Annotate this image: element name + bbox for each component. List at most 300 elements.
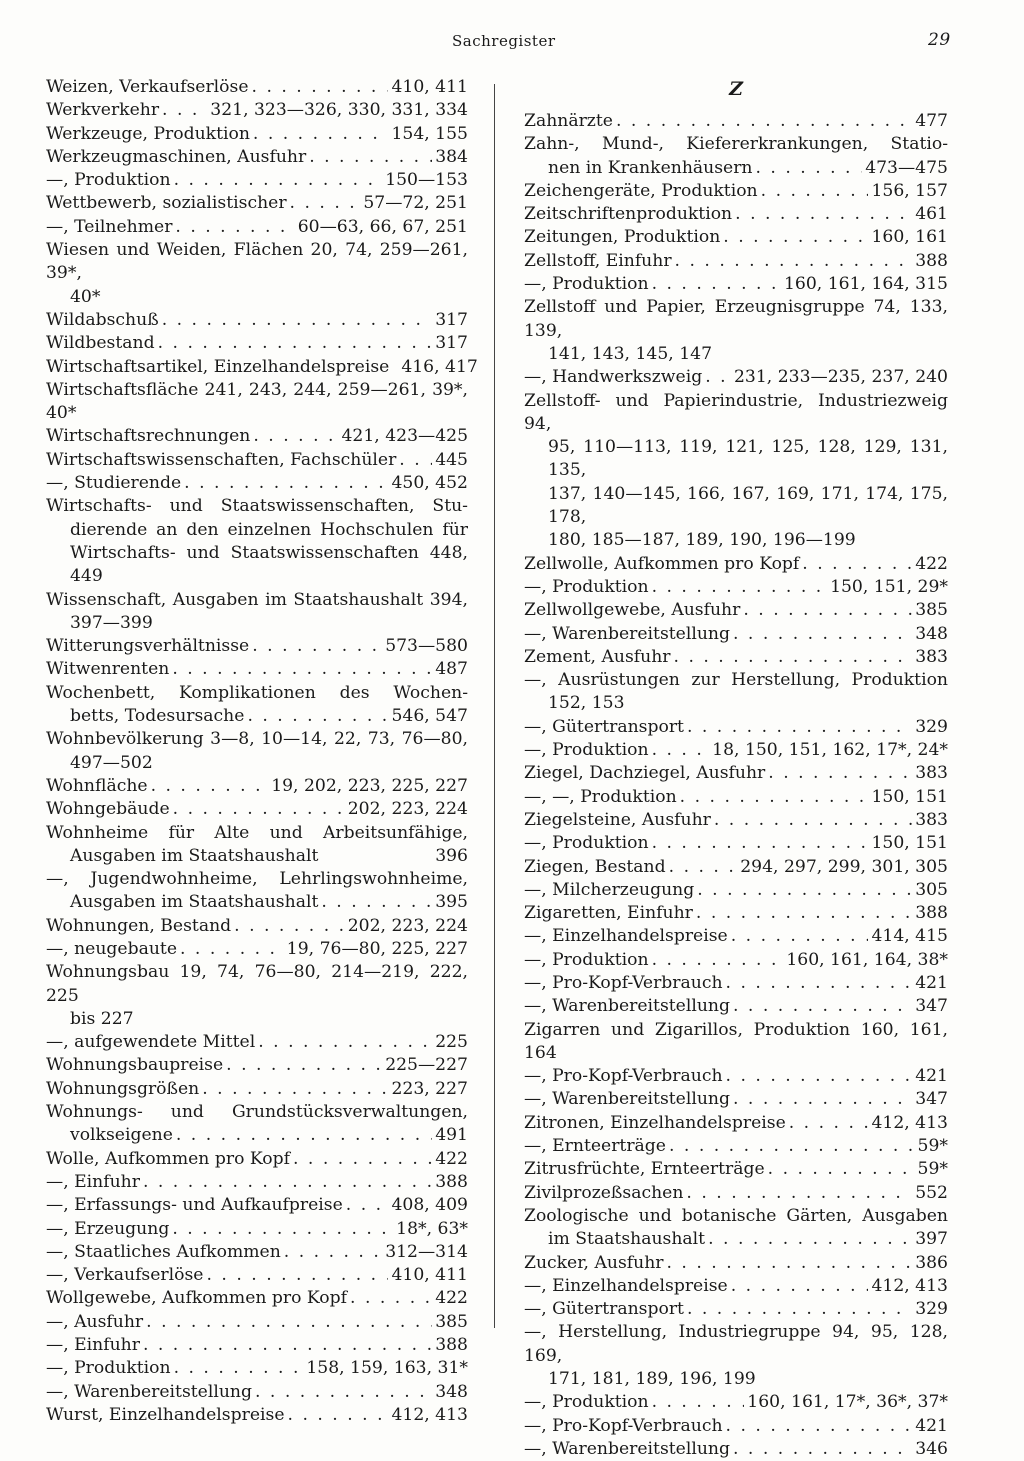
entry-term: —, Studierende	[46, 473, 182, 494]
entry-pages: 408, 409	[391, 1195, 468, 1216]
entry-term: Werkverkehr	[46, 100, 160, 121]
entry-pages: 385	[435, 1311, 468, 1332]
entry-line: Zoologische und botanische Gärten, Ausgaben	[524, 1205, 948, 1226]
index-entry	[524, 1415, 948, 1438]
index-entry	[524, 576, 948, 599]
index-entry	[524, 1298, 948, 1321]
entry-term: —, Produktion	[46, 1358, 171, 1379]
index-entry	[46, 1148, 468, 1171]
index-entry	[46, 728, 468, 775]
index-entry	[524, 273, 948, 296]
index-entry	[524, 296, 948, 366]
entry-line: Wohnungsbau 19, 74, 76—80, 214—219, 222, 225	[46, 962, 468, 1006]
entry-term: —, Teilnehmer	[46, 216, 173, 237]
dot-leader	[743, 599, 912, 622]
entry-pages: 321, 323—326, 330, 331, 334	[210, 100, 468, 121]
index-entry	[524, 366, 948, 389]
index-entry	[46, 1334, 468, 1357]
dot-leader	[731, 1275, 869, 1298]
entry-term: Werkzeugmaschinen, Ausfuhr	[46, 146, 307, 167]
dot-leader	[162, 99, 207, 122]
entry-term: —, Pro-Kopf-Verbrauch	[524, 1066, 723, 1087]
index-entry	[524, 1391, 948, 1414]
dot-leader	[206, 1264, 388, 1287]
entry-pages: 347	[915, 996, 948, 1017]
entry-pages: 422	[915, 553, 948, 574]
entry-term: Ziegel, Dachziegel, Ausfuhr	[524, 763, 766, 784]
dot-leader	[735, 203, 912, 226]
index-entry	[524, 1205, 948, 1252]
index-entry	[524, 1438, 948, 1461]
index-entry	[524, 902, 948, 925]
entry-term: —, Gütertransport	[524, 1299, 684, 1320]
index-entry	[524, 250, 948, 273]
index-entry	[46, 356, 478, 379]
index-entry	[524, 972, 948, 995]
dot-leader	[652, 273, 781, 296]
index-entry	[46, 449, 468, 472]
entry-line: 137, 140—145, 166, 167, 169, 171, 174, 175, 178,	[548, 483, 948, 528]
index-entry	[524, 646, 948, 669]
entry-term: Zeichengeräte, Produktion	[524, 180, 758, 201]
entry-pages: 347	[915, 1089, 948, 1110]
entry-term: —, Warenbereitstellung	[524, 1438, 730, 1459]
dot-leader	[158, 332, 433, 355]
entry-pages: 160, 161, 164, 315	[783, 274, 948, 295]
entry-term: —, Einzelhandelspreise	[524, 926, 728, 947]
index-entry	[524, 553, 948, 576]
index-entry	[46, 775, 468, 798]
entry-pages: 346	[915, 1438, 948, 1459]
entry-term: Wohnfläche	[46, 775, 148, 796]
entry-term: Wohnungsbaupreise	[46, 1055, 224, 1076]
dot-leader	[399, 449, 432, 472]
entry-pages: 150—153	[385, 170, 468, 191]
dot-leader	[687, 1298, 912, 1321]
index-entry	[46, 76, 468, 99]
dot-leader	[705, 366, 731, 389]
dot-leader	[733, 995, 912, 1018]
entry-term: Zeitungen, Produktion	[524, 227, 721, 248]
dot-leader	[247, 705, 388, 728]
entry-line	[524, 1228, 948, 1251]
index-entry	[46, 1031, 468, 1054]
dot-leader	[253, 123, 389, 146]
entry-line: Zahn-, Mund-, Kiefererkrankungen, Statio-	[524, 134, 948, 155]
index-entry	[524, 1275, 948, 1298]
index-entry	[524, 995, 948, 1018]
dot-leader	[789, 1112, 869, 1135]
entry-pages: 305	[915, 879, 948, 900]
dot-leader	[802, 553, 912, 576]
entry-pages: 388	[435, 1171, 468, 1192]
entry-line: Wissenschaft, Ausgaben im Staatshaushalt 394,	[46, 589, 468, 610]
entry-pages: 416, 417	[401, 356, 478, 377]
entry-term: Wollgewebe, Aufkommen pro Kopf	[46, 1288, 348, 1309]
entry-pages: 156, 157	[871, 180, 948, 201]
dot-leader	[616, 110, 912, 133]
dot-leader	[180, 938, 284, 961]
dot-leader	[290, 192, 361, 215]
entry-term: —, Produktion	[46, 170, 171, 191]
dot-leader	[253, 425, 338, 448]
entry-pages: 473—475	[865, 157, 948, 178]
page-number: 29	[928, 30, 951, 50]
entry-line: Wohnungs- und Grundstücksverwaltungen,	[46, 1102, 468, 1123]
index-entry	[46, 332, 468, 355]
dot-leader	[731, 925, 869, 948]
entry-pages: 388	[435, 1335, 468, 1356]
entry-pages: 388	[915, 903, 948, 924]
entry-pages: 383	[915, 646, 948, 667]
entry-pages: 421	[915, 1066, 948, 1087]
entry-line: Wirtschafts- und Staatswissenschaften, Stu-	[46, 496, 468, 517]
index-entry	[46, 192, 468, 215]
entry-line	[46, 1124, 468, 1147]
entry-term: Zellstoff, Einfuhr	[524, 250, 672, 271]
entry-term: Zucker, Ausfuhr	[524, 1252, 664, 1273]
entry-term: nen in Krankenhäusern	[548, 157, 753, 178]
index-entry	[46, 1381, 468, 1404]
entry-pages: 384	[435, 146, 468, 167]
index-entry	[46, 915, 468, 938]
dot-leader	[288, 1404, 389, 1427]
index-entry	[46, 146, 468, 169]
entry-line: 171, 181, 189, 196, 199	[548, 1369, 756, 1390]
entry-pages: 19, 202, 223, 225, 227	[271, 775, 468, 796]
index-entry: Wirtschaftsfläche 241, 243, 244, 259—261, 39*, 40*	[46, 379, 468, 424]
entry-pages: 18*, 63*	[396, 1218, 468, 1239]
entry-pages: 57—72, 251	[363, 193, 468, 214]
dot-leader	[652, 739, 710, 762]
entry-pages: 312—314	[385, 1241, 468, 1262]
entry-pages: 546, 547	[391, 706, 468, 727]
entry-term: Wohngebäude	[46, 799, 170, 820]
dot-leader	[708, 1228, 912, 1251]
index-entry	[524, 1135, 948, 1158]
entry-line	[46, 705, 468, 728]
dot-leader	[733, 623, 912, 646]
dot-leader	[174, 169, 383, 192]
entry-term: —, Erfassungs- und Aufkaufpreise	[46, 1195, 343, 1216]
entry-pages: 154, 155	[391, 123, 468, 144]
entry-pages: 422	[435, 1148, 468, 1169]
dot-leader	[146, 1311, 432, 1334]
entry-term: Witterungsverhältnisse	[46, 636, 250, 657]
index-entry	[524, 1321, 948, 1391]
entry-term: Zitronen, Einzelhandelspreise	[524, 1112, 786, 1133]
entry-term: —, Produktion	[524, 833, 649, 854]
entry-term: —, Warenbereitstellung	[524, 623, 730, 644]
index-entry	[524, 180, 948, 203]
dot-leader	[174, 1357, 304, 1380]
entry-line: Wochenbett, Komplikationen des Wochen-	[46, 682, 468, 703]
dot-leader	[697, 879, 912, 902]
entry-term: Wettbewerb, sozialistischer	[46, 193, 287, 214]
index-entry	[46, 1101, 468, 1148]
dot-leader	[258, 1031, 432, 1054]
entry-pages: 445	[435, 449, 468, 470]
index-entry	[46, 961, 468, 1031]
index-entry	[46, 123, 468, 146]
entry-pages: 329	[915, 716, 948, 737]
dot-leader	[346, 1194, 389, 1217]
index-entry	[524, 1182, 948, 1205]
entry-pages: 450, 452	[391, 473, 468, 494]
entry-term: Wirtschaftsartikel, Einzelhandelspreise	[46, 356, 390, 377]
entry-term: Wohnungen, Bestand	[46, 915, 232, 936]
index-entry	[524, 1065, 948, 1088]
dot-leader	[652, 832, 869, 855]
entry-line: Zellstoff und Papier, Erzeugnisgruppe 74, 133, 139,	[524, 297, 948, 341]
entry-term: —, —, Produktion	[524, 786, 677, 807]
index-entry	[46, 589, 468, 636]
dot-leader	[674, 646, 913, 669]
index-column-left	[46, 76, 478, 1427]
entry-pages: 421	[915, 972, 948, 993]
index-entry	[524, 1158, 948, 1181]
entry-term: Wurst, Einzelhandelspreise	[46, 1404, 285, 1425]
dot-leader	[768, 762, 912, 785]
entry-pages: 412, 413	[871, 1112, 948, 1133]
dot-leader	[726, 1415, 913, 1438]
index-entry	[524, 669, 948, 716]
dot-leader	[761, 180, 869, 203]
entry-term: Witwenrenten	[46, 659, 170, 680]
entry-pages: 396	[435, 845, 468, 866]
entry-line: Wirtschafts- und Staatswissenschaften 448, 449	[70, 542, 468, 587]
index-entry	[524, 809, 948, 832]
index-entry	[46, 239, 468, 309]
entry-line: 40*	[70, 286, 101, 307]
dot-leader	[202, 1078, 388, 1101]
index-entry	[524, 226, 948, 249]
dot-leader	[184, 472, 388, 495]
index-entry	[524, 599, 948, 622]
dot-leader	[284, 1241, 382, 1264]
entry-term: Wildabschuß	[46, 309, 159, 330]
entry-line: 95, 110—113, 119, 121, 125, 128, 129, 131, 135,	[548, 437, 948, 481]
index-entry	[46, 1194, 468, 1217]
entry-term: —, Verkaufserlöse	[46, 1265, 204, 1286]
entry-pages: 223, 227	[391, 1078, 468, 1099]
entry-pages: 388	[915, 250, 948, 271]
dot-leader	[696, 902, 912, 925]
entry-pages: 317	[435, 309, 468, 330]
dot-leader	[176, 1124, 432, 1147]
entry-term: Zivilprozeßsachen	[524, 1182, 684, 1203]
entry-term: Zellwollgewebe, Ausfuhr	[524, 600, 741, 621]
entry-pages: 317	[435, 333, 468, 354]
entry-pages: 386	[915, 1252, 948, 1273]
index-entry	[524, 1252, 948, 1275]
entry-pages: 383	[915, 809, 948, 830]
entry-pages: 202, 223, 224	[347, 915, 468, 936]
entry-pages: 160, 161, 17*, 36*, 37*	[747, 1392, 948, 1413]
entry-term: Wohnungsgrößen	[46, 1078, 200, 1099]
index-entry	[524, 762, 948, 785]
entry-pages: 552	[915, 1182, 948, 1203]
dot-leader	[733, 1088, 912, 1111]
entry-term: Ausgaben im Staatshaushalt	[70, 845, 319, 866]
entry-pages: 410, 411	[391, 77, 468, 97]
entry-term: Ziegen, Bestand	[524, 856, 666, 877]
index-entry	[46, 309, 468, 332]
entry-line: —, Jugendwohnheime, Lehrlingswohnheime,	[46, 869, 468, 890]
index-entry	[524, 203, 948, 226]
dot-leader	[652, 949, 784, 972]
index-entry	[524, 786, 948, 809]
entry-pages: 383	[915, 763, 948, 784]
dot-leader	[733, 1438, 912, 1461]
entry-line: Wohnbevölkerung 3—8, 10—14, 22, 73, 76—80,	[46, 729, 468, 750]
index-column-right	[524, 76, 948, 1461]
entry-term: Ausgaben im Staatshaushalt	[70, 892, 319, 913]
entry-line: 397—399	[70, 612, 153, 633]
entry-term: —, Warenbereitstellung	[46, 1381, 252, 1402]
entry-term: Werkzeuge, Produktion	[46, 123, 250, 144]
entry-line: 152, 153	[548, 693, 625, 714]
dot-leader	[652, 1391, 745, 1414]
entry-pages: 412, 413	[871, 1275, 948, 1296]
index-entry	[524, 716, 948, 739]
entry-pages: 421	[915, 1415, 948, 1436]
entry-term: Ziegelsteine, Ausfuhr	[524, 809, 711, 830]
index-entry	[46, 1171, 468, 1194]
entry-pages: 348	[915, 623, 948, 644]
entry-term: —, aufgewendete Mittel	[46, 1032, 256, 1053]
dot-leader	[173, 798, 345, 821]
dot-leader	[350, 1287, 432, 1310]
dot-leader	[321, 891, 432, 914]
entry-pages: 414, 415	[871, 926, 948, 947]
entry-term: —, Produktion	[524, 274, 649, 295]
entry-term: Wildbestand	[46, 333, 155, 354]
index-entry	[46, 99, 468, 122]
entry-line: 141, 143, 145, 147	[548, 343, 713, 364]
index-entry	[46, 658, 468, 681]
entry-term: —, Milcherzeugung	[524, 879, 695, 900]
dot-leader	[151, 775, 269, 798]
entry-line	[524, 157, 948, 180]
dot-leader	[252, 76, 389, 99]
entry-term: —, Produktion	[524, 576, 649, 597]
entry-pages: 60—63, 66, 67, 251	[297, 216, 468, 237]
entry-pages: 18, 150, 151, 162, 17*, 24*	[712, 740, 948, 761]
entry-line: —, Herstellung, Industriegruppe 94, 95, 128, 169,	[524, 1322, 948, 1366]
entry-pages: 225	[435, 1032, 468, 1053]
dot-leader	[175, 216, 294, 239]
index-entry	[524, 1088, 948, 1111]
index-entry	[524, 739, 948, 762]
entry-pages: 59*	[917, 1159, 948, 1180]
index-entry	[46, 216, 468, 239]
dot-leader	[652, 576, 828, 599]
dot-leader	[143, 1171, 432, 1194]
running-header-title: Sachregister	[452, 32, 556, 50]
index-entry	[46, 169, 468, 192]
dot-leader	[293, 1148, 432, 1171]
index-entry	[524, 925, 948, 948]
index-entry	[524, 390, 948, 553]
index-entry	[46, 635, 468, 658]
dot-leader	[687, 716, 912, 739]
index-entry	[46, 1078, 468, 1101]
dot-leader	[723, 226, 868, 249]
entry-pages: 573—580	[385, 636, 468, 657]
index-entry	[46, 1287, 468, 1310]
dot-leader	[680, 786, 869, 809]
entry-term: —, Produktion	[524, 1392, 649, 1413]
index-entry	[46, 1054, 468, 1077]
index-entry	[524, 832, 948, 855]
entry-term: —, Handwerkszweig	[524, 367, 703, 388]
entry-pages: 410, 411	[391, 1265, 468, 1286]
entry-line: —, Ausrüstungen zur Herstellung, Produktion	[524, 670, 948, 691]
entry-term: Zahnärzte	[524, 111, 613, 131]
entry-term: —, Staatliches Aufkommen	[46, 1241, 281, 1262]
entry-pages: 225—227	[385, 1055, 468, 1076]
index-entry	[524, 1112, 948, 1135]
index-entry	[46, 822, 468, 869]
dot-leader	[675, 250, 913, 273]
entry-pages: 422	[435, 1288, 468, 1309]
entry-term: —, neugebaute	[46, 938, 177, 959]
dot-leader	[309, 146, 432, 169]
entry-pages: 397	[915, 1229, 948, 1250]
entry-term: —, Einfuhr	[46, 1171, 140, 1192]
entry-pages: 421, 423—425	[341, 426, 468, 447]
entry-term: volkseigene	[70, 1125, 173, 1146]
index-entry	[524, 856, 948, 879]
index-entry	[46, 495, 468, 588]
entry-line: Wohnheime für Alte und Arbeitsunfähige,	[46, 822, 468, 843]
entry-term: Wolle, Aufkommen pro Kopf	[46, 1148, 290, 1169]
entry-line	[46, 845, 468, 868]
entry-pages: 294, 297, 299, 301, 305	[740, 856, 948, 877]
entry-pages: 160, 161, 164, 38*	[786, 949, 948, 970]
entry-line	[46, 891, 468, 914]
dot-leader	[669, 856, 738, 879]
index-entry	[46, 1357, 468, 1380]
entry-pages: 19, 76—80, 225, 227	[286, 938, 468, 959]
entry-pages: 385	[915, 600, 948, 621]
entry-pages: 158, 159, 163, 31*	[306, 1358, 468, 1379]
entry-term: —, Produktion	[524, 740, 649, 761]
entry-line: bis 227	[70, 1008, 134, 1029]
entry-line: Zellstoff- und Papierindustrie, Industriezweig 94,	[524, 390, 948, 434]
entry-term: Wirtschaftsrechnungen	[46, 426, 251, 447]
dot-leader	[686, 1182, 912, 1205]
dot-leader	[667, 1252, 913, 1275]
section-letter: Z	[729, 78, 743, 100]
index-entry	[46, 425, 468, 448]
entry-term: —, Einfuhr	[46, 1335, 140, 1356]
index-entry	[524, 623, 948, 646]
dot-leader	[172, 1218, 393, 1241]
index-entry	[524, 133, 948, 180]
entry-term: —, Einzelhandelspreise	[524, 1275, 728, 1296]
entry-term: betts, Todesursache	[70, 706, 245, 727]
entry-term: —, Ausfuhr	[46, 1311, 144, 1332]
entry-line: Wiesen und Weiden, Flächen 20, 74, 259—261, 39*,	[46, 240, 468, 284]
index-entry	[46, 1264, 468, 1287]
dot-leader	[172, 658, 432, 681]
entry-pages: 395	[435, 892, 468, 913]
entry-pages: 150, 151	[871, 786, 948, 807]
entry-pages: 59*	[917, 1136, 948, 1157]
index-entry	[524, 949, 948, 972]
